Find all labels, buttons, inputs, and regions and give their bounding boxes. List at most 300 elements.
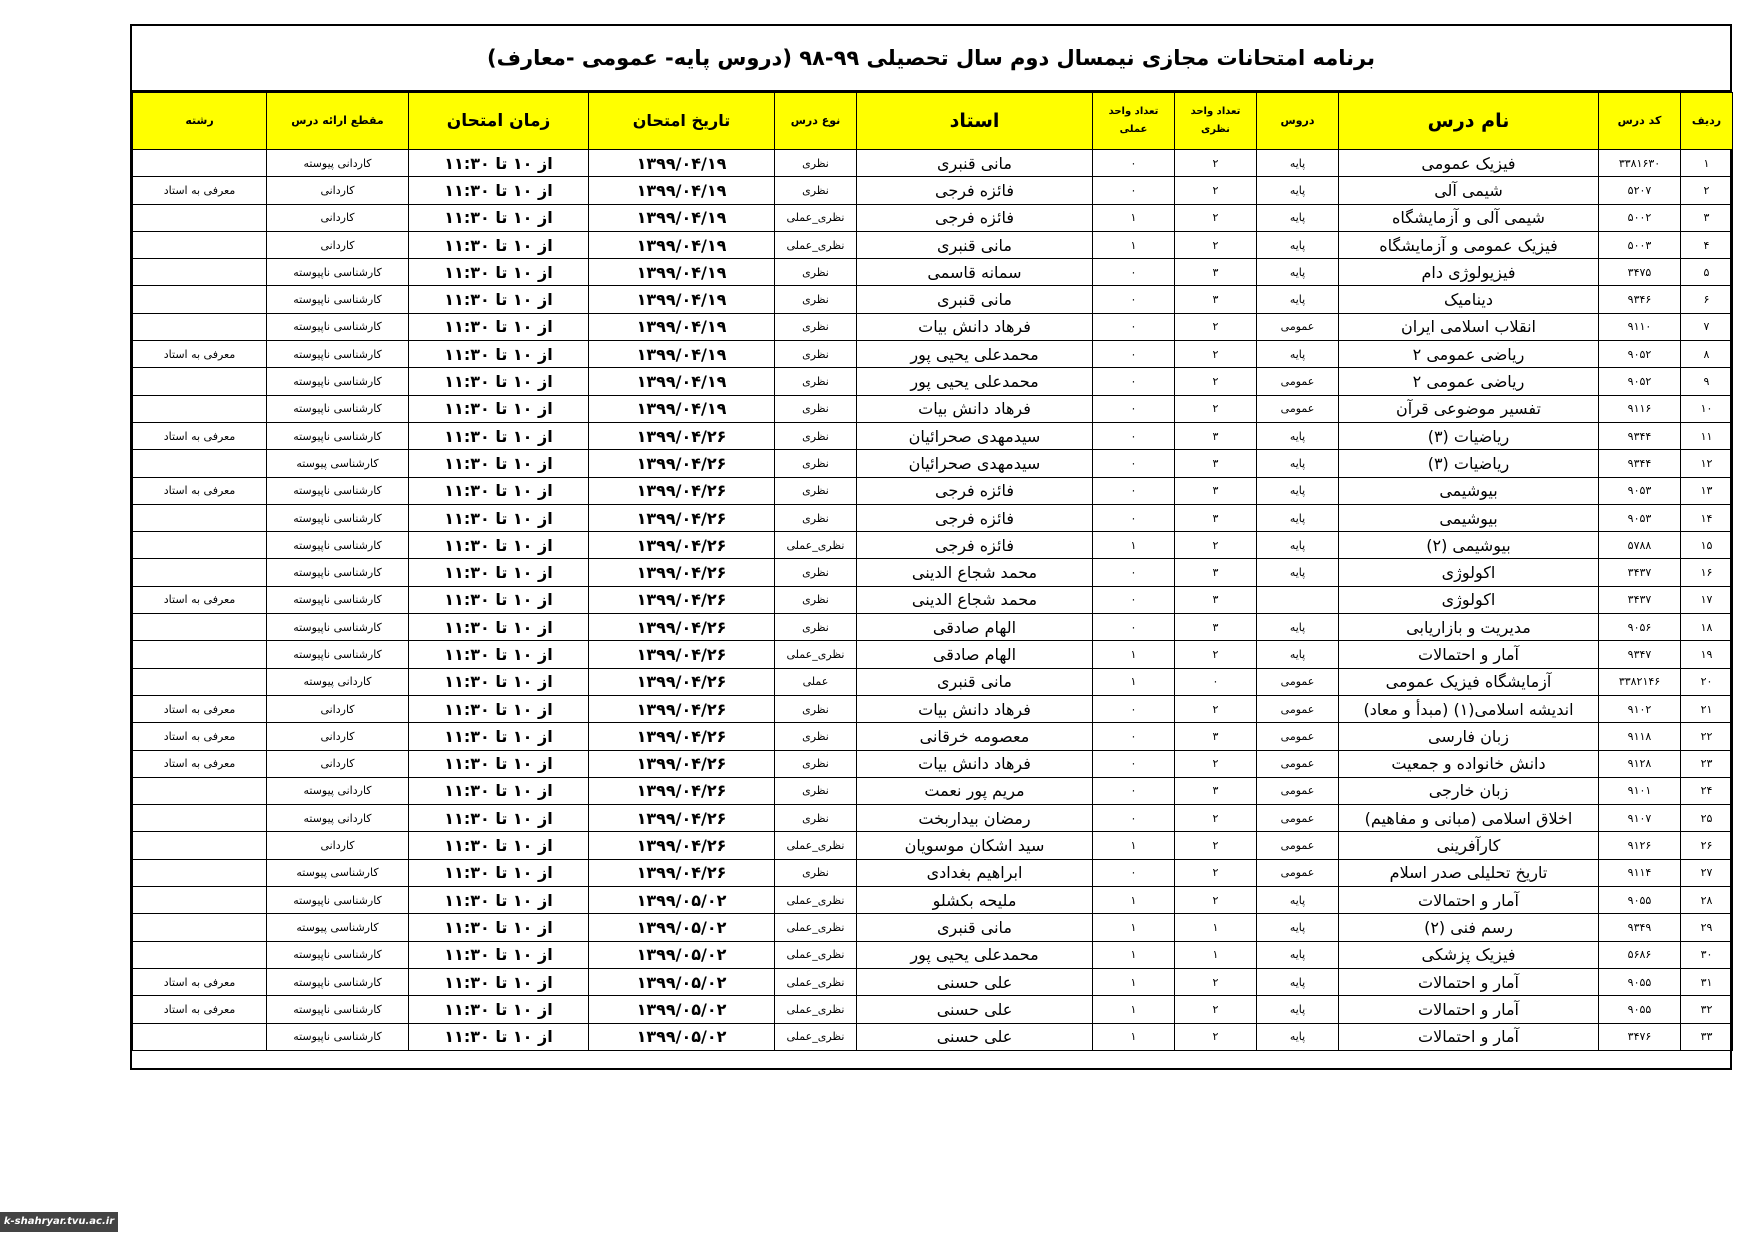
cell-course-name: فیزیولوژی دام bbox=[1339, 259, 1599, 286]
cell-course-kind: نظری bbox=[775, 859, 857, 886]
cell-course-name: انقلاب اسلامی ایران bbox=[1339, 313, 1599, 340]
cell-row-number: ۵ bbox=[1681, 259, 1733, 286]
cell-theory-units: ۱ bbox=[1175, 914, 1257, 941]
cell-course-group: پایه bbox=[1257, 259, 1339, 286]
cell-professor: مانی قنبری bbox=[857, 286, 1093, 313]
cell-professor: فائزه فرجی bbox=[857, 204, 1093, 231]
cell-level: کارشناسی ناپیوسته bbox=[267, 887, 409, 914]
cell-professor: معصومه خرقانی bbox=[857, 723, 1093, 750]
cell-practical-units: ۰ bbox=[1093, 477, 1175, 504]
cell-professor: سمانه قاسمی bbox=[857, 259, 1093, 286]
cell-course-code: ۹۰۵۲ bbox=[1599, 368, 1681, 395]
cell-exam-time: از ۱۰ تا ۱۱:۳۰ bbox=[409, 504, 589, 531]
cell-course-name: دینامیک bbox=[1339, 286, 1599, 313]
cell-practical-units: ۱ bbox=[1093, 914, 1175, 941]
cell-course-code: ۵۲۰۷ bbox=[1599, 177, 1681, 204]
cell-field bbox=[133, 313, 267, 340]
cell-course-name: آزمایشگاه فیزیک عمومی bbox=[1339, 668, 1599, 695]
cell-row-number: ۱۴ bbox=[1681, 504, 1733, 531]
cell-theory-units: ۲ bbox=[1175, 341, 1257, 368]
cell-exam-time: از ۱۰ تا ۱۱:۳۰ bbox=[409, 750, 589, 777]
cell-theory-units: ۲ bbox=[1175, 204, 1257, 231]
cell-course-name: شیمی آلی و آزمایشگاه bbox=[1339, 204, 1599, 231]
cell-course-code: ۳۳۸۲۱۴۶ bbox=[1599, 668, 1681, 695]
cell-course-code: ۹۰۵۳ bbox=[1599, 477, 1681, 504]
table-body bbox=[133, 150, 1733, 1051]
cell-professor: فائزه فرجی bbox=[857, 504, 1093, 531]
cell-level: کاردانی پیوسته bbox=[267, 777, 409, 804]
cell-field bbox=[133, 614, 267, 641]
cell-course-group: پایه bbox=[1257, 422, 1339, 449]
cell-exam-time: از ۱۰ تا ۱۱:۳۰ bbox=[409, 368, 589, 395]
cell-professor: فائزه فرجی bbox=[857, 532, 1093, 559]
cell-row-number: ۱۳ bbox=[1681, 477, 1733, 504]
cell-field: معرفی به استاد bbox=[133, 750, 267, 777]
cell-row-number: ۲۴ bbox=[1681, 777, 1733, 804]
cell-exam-date: ۱۳۹۹/۰۴/۲۶ bbox=[589, 641, 775, 668]
cell-course-kind: نظری bbox=[775, 805, 857, 832]
cell-course-group: عمومی bbox=[1257, 695, 1339, 722]
cell-course-code: ۹۱۲۶ bbox=[1599, 832, 1681, 859]
table-row bbox=[133, 614, 1733, 641]
table-row bbox=[133, 231, 1733, 258]
cell-exam-time: از ۱۰ تا ۱۱:۳۰ bbox=[409, 286, 589, 313]
cell-exam-date: ۱۳۹۹/۰۴/۱۹ bbox=[589, 341, 775, 368]
cell-field bbox=[133, 395, 267, 422]
cell-row-number: ۱۶ bbox=[1681, 559, 1733, 586]
table-row bbox=[133, 532, 1733, 559]
cell-course-code: ۹۰۵۲ bbox=[1599, 341, 1681, 368]
cell-exam-date: ۱۳۹۹/۰۴/۱۹ bbox=[589, 395, 775, 422]
cell-row-number: ۳۱ bbox=[1681, 968, 1733, 995]
table-row bbox=[133, 504, 1733, 531]
cell-exam-date: ۱۳۹۹/۰۵/۰۲ bbox=[589, 914, 775, 941]
cell-theory-units: ۳ bbox=[1175, 422, 1257, 449]
cell-exam-time: از ۱۰ تا ۱۱:۳۰ bbox=[409, 231, 589, 258]
cell-course-name: مدیریت و بازاریابی bbox=[1339, 614, 1599, 641]
cell-exam-time: از ۱۰ تا ۱۱:۳۰ bbox=[409, 341, 589, 368]
cell-course-name: رسم فنی (۲) bbox=[1339, 914, 1599, 941]
cell-professor: محمد شجاع الدینی bbox=[857, 559, 1093, 586]
cell-course-name: تفسیر موضوعی قرآن bbox=[1339, 395, 1599, 422]
cell-practical-units: ۱ bbox=[1093, 968, 1175, 995]
cell-field bbox=[133, 231, 267, 258]
cell-row-number: ۳۰ bbox=[1681, 941, 1733, 968]
cell-professor: محمد شجاع الدینی bbox=[857, 586, 1093, 613]
cell-course-code: ۳۴۳۷ bbox=[1599, 559, 1681, 586]
table-row bbox=[133, 723, 1733, 750]
cell-row-number: ۱۷ bbox=[1681, 586, 1733, 613]
cell-field: معرفی به استاد bbox=[133, 177, 267, 204]
cell-level: کارشناسی ناپیوسته bbox=[267, 996, 409, 1023]
cell-exam-date: ۱۳۹۹/۰۵/۰۲ bbox=[589, 887, 775, 914]
cell-practical-units: ۰ bbox=[1093, 777, 1175, 804]
cell-course-group: پایه bbox=[1257, 614, 1339, 641]
header-field: رشته bbox=[133, 93, 267, 150]
cell-professor: سیدمهدی صحرائیان bbox=[857, 450, 1093, 477]
cell-course-group: پایه bbox=[1257, 450, 1339, 477]
cell-course-name: اکولوژی bbox=[1339, 559, 1599, 586]
cell-theory-units: ۲ bbox=[1175, 750, 1257, 777]
cell-course-code: ۹۱۱۶ bbox=[1599, 395, 1681, 422]
table-row bbox=[133, 559, 1733, 586]
cell-course-name: بیوشیمی (۲) bbox=[1339, 532, 1599, 559]
cell-course-name: دانش خانواده و جمعیت bbox=[1339, 750, 1599, 777]
cell-course-code: ۹۱۰۱ bbox=[1599, 777, 1681, 804]
cell-level: کارشناسی ناپیوسته bbox=[267, 368, 409, 395]
cell-practical-units: ۰ bbox=[1093, 341, 1175, 368]
table-row bbox=[133, 586, 1733, 613]
cell-level: کاردانی پیوسته bbox=[267, 805, 409, 832]
table-row bbox=[133, 1023, 1733, 1050]
cell-field bbox=[133, 504, 267, 531]
cell-exam-date: ۱۳۹۹/۰۴/۱۹ bbox=[589, 286, 775, 313]
cell-course-kind: نظری bbox=[775, 368, 857, 395]
cell-theory-units: ۲ bbox=[1175, 887, 1257, 914]
cell-level: کارشناسی ناپیوسته bbox=[267, 641, 409, 668]
table-row bbox=[133, 887, 1733, 914]
cell-course-kind: نظری_عملی bbox=[775, 532, 857, 559]
cell-exam-time: از ۱۰ تا ۱۱:۳۰ bbox=[409, 395, 589, 422]
cell-exam-date: ۱۳۹۹/۰۴/۲۶ bbox=[589, 477, 775, 504]
cell-row-number: ۱ bbox=[1681, 150, 1733, 177]
cell-practical-units: ۰ bbox=[1093, 695, 1175, 722]
cell-professor: سید اشکان موسویان bbox=[857, 832, 1093, 859]
cell-exam-date: ۱۳۹۹/۰۴/۲۶ bbox=[589, 777, 775, 804]
table-row bbox=[133, 422, 1733, 449]
cell-course-kind: نظری bbox=[775, 695, 857, 722]
cell-professor: فرهاد دانش بیات bbox=[857, 313, 1093, 340]
cell-exam-date: ۱۳۹۹/۰۴/۱۹ bbox=[589, 150, 775, 177]
cell-professor: مانی قنبری bbox=[857, 914, 1093, 941]
cell-exam-date: ۱۳۹۹/۰۴/۱۹ bbox=[589, 231, 775, 258]
cell-row-number: ۲۵ bbox=[1681, 805, 1733, 832]
cell-professor: الهام صادقی bbox=[857, 641, 1093, 668]
cell-field: معرفی به استاد bbox=[133, 695, 267, 722]
cell-professor: مانی قنبری bbox=[857, 231, 1093, 258]
cell-course-name: اکولوژی bbox=[1339, 586, 1599, 613]
exam-schedule-sheet bbox=[130, 24, 1732, 1070]
website-watermark: k-shahryar.tvu.ac.ir bbox=[0, 1212, 118, 1232]
cell-course-kind: نظری bbox=[775, 286, 857, 313]
cell-theory-units: ۳ bbox=[1175, 559, 1257, 586]
cell-exam-time: از ۱۰ تا ۱۱:۳۰ bbox=[409, 177, 589, 204]
table-row bbox=[133, 204, 1733, 231]
cell-course-code: ۵۰۰۳ bbox=[1599, 231, 1681, 258]
table-row bbox=[133, 477, 1733, 504]
cell-exam-date: ۱۳۹۹/۰۴/۲۶ bbox=[589, 805, 775, 832]
cell-exam-time: از ۱۰ تا ۱۱:۳۰ bbox=[409, 805, 589, 832]
cell-exam-time: از ۱۰ تا ۱۱:۳۰ bbox=[409, 832, 589, 859]
cell-course-code: ۹۱۱۰ bbox=[1599, 313, 1681, 340]
cell-course-name: تاریخ تحلیلی صدر اسلام bbox=[1339, 859, 1599, 886]
header-row-number: ردیف bbox=[1681, 93, 1733, 150]
cell-theory-units: ۳ bbox=[1175, 586, 1257, 613]
cell-row-number: ۲۶ bbox=[1681, 832, 1733, 859]
cell-exam-time: از ۱۰ تا ۱۱:۳۰ bbox=[409, 941, 589, 968]
cell-course-group: عمومی bbox=[1257, 668, 1339, 695]
cell-exam-time: از ۱۰ تا ۱۱:۳۰ bbox=[409, 586, 589, 613]
table-row bbox=[133, 313, 1733, 340]
cell-professor: سیدمهدی صحرائیان bbox=[857, 422, 1093, 449]
cell-theory-units: ۳ bbox=[1175, 286, 1257, 313]
cell-theory-units: ۲ bbox=[1175, 177, 1257, 204]
cell-professor: علی حسنی bbox=[857, 1023, 1093, 1050]
cell-row-number: ۱۲ bbox=[1681, 450, 1733, 477]
cell-professor: مریم پور نعمت bbox=[857, 777, 1093, 804]
header-professor: استاد bbox=[857, 93, 1093, 150]
cell-exam-date: ۱۳۹۹/۰۴/۲۶ bbox=[589, 422, 775, 449]
table-row bbox=[133, 695, 1733, 722]
cell-course-group: پایه bbox=[1257, 968, 1339, 995]
cell-practical-units: ۱ bbox=[1093, 941, 1175, 968]
cell-exam-date: ۱۳۹۹/۰۴/۱۹ bbox=[589, 259, 775, 286]
table-row bbox=[133, 750, 1733, 777]
cell-row-number: ۲۷ bbox=[1681, 859, 1733, 886]
cell-professor: محمدعلی یحیی پور bbox=[857, 341, 1093, 368]
cell-exam-date: ۱۳۹۹/۰۴/۲۶ bbox=[589, 586, 775, 613]
cell-exam-date: ۱۳۹۹/۰۴/۱۹ bbox=[589, 204, 775, 231]
cell-course-code: ۹۱۰۷ bbox=[1599, 805, 1681, 832]
cell-course-code: ۹۰۵۵ bbox=[1599, 968, 1681, 995]
cell-level: کارشناسی ناپیوسته bbox=[267, 395, 409, 422]
table-row bbox=[133, 177, 1733, 204]
cell-exam-time: از ۱۰ تا ۱۱:۳۰ bbox=[409, 313, 589, 340]
cell-exam-date: ۱۳۹۹/۰۴/۲۶ bbox=[589, 614, 775, 641]
cell-theory-units: ۳ bbox=[1175, 723, 1257, 750]
cell-exam-date: ۱۳۹۹/۰۴/۲۶ bbox=[589, 559, 775, 586]
cell-exam-time: از ۱۰ تا ۱۱:۳۰ bbox=[409, 723, 589, 750]
cell-theory-units: ۲ bbox=[1175, 532, 1257, 559]
cell-course-name: زبان فارسی bbox=[1339, 723, 1599, 750]
cell-level: کارشناسی ناپیوسته bbox=[267, 259, 409, 286]
cell-exam-time: از ۱۰ تا ۱۱:۳۰ bbox=[409, 914, 589, 941]
cell-exam-time: از ۱۰ تا ۱۱:۳۰ bbox=[409, 777, 589, 804]
cell-course-code: ۵۰۰۲ bbox=[1599, 204, 1681, 231]
cell-course-group: عمومی bbox=[1257, 395, 1339, 422]
cell-exam-time: از ۱۰ تا ۱۱:۳۰ bbox=[409, 641, 589, 668]
cell-exam-time: از ۱۰ تا ۱۱:۳۰ bbox=[409, 668, 589, 695]
cell-course-group: عمومی bbox=[1257, 832, 1339, 859]
cell-level: کارشناسی ناپیوسته bbox=[267, 504, 409, 531]
table-header-row bbox=[133, 93, 1733, 150]
cell-course-kind: نظری_عملی bbox=[775, 914, 857, 941]
cell-course-group: پایه bbox=[1257, 477, 1339, 504]
cell-course-name: بیوشیمی bbox=[1339, 477, 1599, 504]
header-exam-date: تاریخ امتحان bbox=[589, 93, 775, 150]
cell-row-number: ۲۱ bbox=[1681, 695, 1733, 722]
table-row bbox=[133, 368, 1733, 395]
cell-professor: محمدعلی یحیی پور bbox=[857, 368, 1093, 395]
cell-level: کاردانی bbox=[267, 750, 409, 777]
cell-course-kind: نظری bbox=[775, 150, 857, 177]
table-row bbox=[133, 805, 1733, 832]
cell-theory-units: ۲ bbox=[1175, 395, 1257, 422]
cell-course-group: پایه bbox=[1257, 641, 1339, 668]
cell-theory-units: ۲ bbox=[1175, 313, 1257, 340]
cell-field: معرفی به استاد bbox=[133, 996, 267, 1023]
header-level: مقطع ارائه درس bbox=[267, 93, 409, 150]
cell-row-number: ۲۹ bbox=[1681, 914, 1733, 941]
cell-course-code: ۳۴۷۵ bbox=[1599, 259, 1681, 286]
cell-course-name: آمار و احتمالات bbox=[1339, 1023, 1599, 1050]
cell-field bbox=[133, 204, 267, 231]
table-row bbox=[133, 286, 1733, 313]
cell-level: کاردانی bbox=[267, 832, 409, 859]
cell-theory-units: ۳ bbox=[1175, 259, 1257, 286]
cell-course-group: عمومی bbox=[1257, 859, 1339, 886]
cell-exam-time: از ۱۰ تا ۱۱:۳۰ bbox=[409, 559, 589, 586]
cell-row-number: ۴ bbox=[1681, 231, 1733, 258]
cell-theory-units: ۲ bbox=[1175, 368, 1257, 395]
cell-practical-units: ۰ bbox=[1093, 286, 1175, 313]
cell-course-group: عمومی bbox=[1257, 777, 1339, 804]
cell-exam-date: ۱۳۹۹/۰۴/۲۶ bbox=[589, 504, 775, 531]
cell-practical-units: ۱ bbox=[1093, 532, 1175, 559]
cell-level: کارشناسی ناپیوسته bbox=[267, 477, 409, 504]
cell-course-kind: نظری bbox=[775, 777, 857, 804]
cell-theory-units: ۲ bbox=[1175, 968, 1257, 995]
cell-course-group: پایه bbox=[1257, 532, 1339, 559]
cell-professor: علی حسنی bbox=[857, 968, 1093, 995]
cell-field bbox=[133, 259, 267, 286]
exam-schedule-table bbox=[132, 92, 1733, 1051]
cell-course-kind: نظری bbox=[775, 395, 857, 422]
cell-course-name: شیمی آلی bbox=[1339, 177, 1599, 204]
cell-course-name: بیوشیمی bbox=[1339, 504, 1599, 531]
cell-theory-units: ۰ bbox=[1175, 668, 1257, 695]
cell-row-number: ۳۲ bbox=[1681, 996, 1733, 1023]
cell-level: کارشناسی ناپیوسته bbox=[267, 941, 409, 968]
cell-course-group: پایه bbox=[1257, 914, 1339, 941]
cell-level: کارشناسی ناپیوسته bbox=[267, 614, 409, 641]
header-theory-units: تعداد واحد نظری bbox=[1175, 93, 1257, 150]
cell-level: کارشناسی پیوسته bbox=[267, 914, 409, 941]
cell-course-kind: نظری bbox=[775, 450, 857, 477]
cell-course-kind: نظری_عملی bbox=[775, 968, 857, 995]
cell-row-number: ۲ bbox=[1681, 177, 1733, 204]
cell-practical-units: ۰ bbox=[1093, 395, 1175, 422]
cell-practical-units: ۰ bbox=[1093, 422, 1175, 449]
cell-row-number: ۳۳ bbox=[1681, 1023, 1733, 1050]
cell-course-kind: نظری bbox=[775, 586, 857, 613]
cell-exam-date: ۱۳۹۹/۰۵/۰۲ bbox=[589, 996, 775, 1023]
cell-exam-time: از ۱۰ تا ۱۱:۳۰ bbox=[409, 532, 589, 559]
cell-row-number: ۲۲ bbox=[1681, 723, 1733, 750]
cell-course-group: عمومی bbox=[1257, 750, 1339, 777]
cell-professor: محمدعلی یحیی پور bbox=[857, 941, 1093, 968]
header-course-code: کد درس bbox=[1599, 93, 1681, 150]
cell-row-number: ۹ bbox=[1681, 368, 1733, 395]
cell-course-kind: نظری_عملی bbox=[775, 996, 857, 1023]
cell-course-name: اخلاق اسلامی (مبانی و مفاهیم) bbox=[1339, 805, 1599, 832]
cell-field: معرفی به استاد bbox=[133, 968, 267, 995]
cell-exam-time: از ۱۰ تا ۱۱:۳۰ bbox=[409, 695, 589, 722]
cell-exam-date: ۱۳۹۹/۰۴/۲۶ bbox=[589, 668, 775, 695]
cell-theory-units: ۳ bbox=[1175, 777, 1257, 804]
table-row bbox=[133, 450, 1733, 477]
cell-course-code: ۹۱۲۸ bbox=[1599, 750, 1681, 777]
cell-course-kind: نظری bbox=[775, 313, 857, 340]
table-row bbox=[133, 859, 1733, 886]
cell-exam-time: از ۱۰ تا ۱۱:۳۰ bbox=[409, 1023, 589, 1050]
cell-level: کاردانی bbox=[267, 695, 409, 722]
cell-course-kind: نظری_عملی bbox=[775, 231, 857, 258]
header-course-kind: نوع درس bbox=[775, 93, 857, 150]
cell-course-kind: نظری_عملی bbox=[775, 941, 857, 968]
header-practical-units: تعداد واحد عملی bbox=[1093, 93, 1175, 150]
cell-course-group: پایه bbox=[1257, 941, 1339, 968]
cell-course-kind: نظری bbox=[775, 477, 857, 504]
cell-field: معرفی به استاد bbox=[133, 477, 267, 504]
cell-course-code: ۹۳۴۶ bbox=[1599, 286, 1681, 313]
cell-field bbox=[133, 914, 267, 941]
cell-theory-units: ۲ bbox=[1175, 832, 1257, 859]
cell-practical-units: ۰ bbox=[1093, 750, 1175, 777]
cell-course-kind: نظری_عملی bbox=[775, 204, 857, 231]
cell-theory-units: ۲ bbox=[1175, 1023, 1257, 1050]
cell-practical-units: ۱ bbox=[1093, 641, 1175, 668]
header-course-name: نام درس bbox=[1339, 93, 1599, 150]
cell-exam-time: از ۱۰ تا ۱۱:۳۰ bbox=[409, 259, 589, 286]
cell-course-group: عمومی bbox=[1257, 368, 1339, 395]
cell-course-group bbox=[1257, 586, 1339, 613]
table-row bbox=[133, 395, 1733, 422]
cell-theory-units: ۲ bbox=[1175, 641, 1257, 668]
cell-course-code: ۹۳۴۴ bbox=[1599, 422, 1681, 449]
cell-field: معرفی به استاد bbox=[133, 422, 267, 449]
cell-course-group: عمومی bbox=[1257, 313, 1339, 340]
cell-exam-time: از ۱۰ تا ۱۱:۳۰ bbox=[409, 996, 589, 1023]
table-row bbox=[133, 777, 1733, 804]
cell-course-kind: نظری bbox=[775, 422, 857, 449]
cell-course-code: ۳۴۳۷ bbox=[1599, 586, 1681, 613]
cell-course-code: ۹۳۴۷ bbox=[1599, 641, 1681, 668]
cell-row-number: ۶ bbox=[1681, 286, 1733, 313]
cell-course-kind: نظری bbox=[775, 750, 857, 777]
cell-practical-units: ۱ bbox=[1093, 204, 1175, 231]
cell-course-name: آمار و احتمالات bbox=[1339, 641, 1599, 668]
cell-row-number: ۲۳ bbox=[1681, 750, 1733, 777]
cell-professor: مانی قنبری bbox=[857, 668, 1093, 695]
cell-course-kind: نظری bbox=[775, 504, 857, 531]
cell-professor: فائزه فرجی bbox=[857, 477, 1093, 504]
cell-level: کاردانی bbox=[267, 204, 409, 231]
cell-theory-units: ۱ bbox=[1175, 941, 1257, 968]
cell-practical-units: ۱ bbox=[1093, 231, 1175, 258]
cell-exam-time: از ۱۰ تا ۱۱:۳۰ bbox=[409, 422, 589, 449]
cell-course-name: فیزیک عمومی bbox=[1339, 150, 1599, 177]
cell-practical-units: ۰ bbox=[1093, 450, 1175, 477]
cell-row-number: ۳ bbox=[1681, 204, 1733, 231]
cell-professor: ملیحه بکشلو bbox=[857, 887, 1093, 914]
table-row bbox=[133, 668, 1733, 695]
cell-exam-date: ۱۳۹۹/۰۵/۰۲ bbox=[589, 1023, 775, 1050]
cell-exam-date: ۱۳۹۹/۰۴/۲۶ bbox=[589, 832, 775, 859]
cell-exam-time: از ۱۰ تا ۱۱:۳۰ bbox=[409, 968, 589, 995]
cell-exam-date: ۱۳۹۹/۰۵/۰۲ bbox=[589, 941, 775, 968]
cell-course-group: پایه bbox=[1257, 887, 1339, 914]
cell-course-group: پایه bbox=[1257, 150, 1339, 177]
cell-exam-time: از ۱۰ تا ۱۱:۳۰ bbox=[409, 450, 589, 477]
cell-level: کارشناسی ناپیوسته bbox=[267, 341, 409, 368]
cell-practical-units: ۱ bbox=[1093, 996, 1175, 1023]
cell-theory-units: ۳ bbox=[1175, 477, 1257, 504]
header-exam-time: زمان امتحان bbox=[409, 93, 589, 150]
cell-course-name: زبان خارجی bbox=[1339, 777, 1599, 804]
cell-field bbox=[133, 668, 267, 695]
cell-field bbox=[133, 859, 267, 886]
